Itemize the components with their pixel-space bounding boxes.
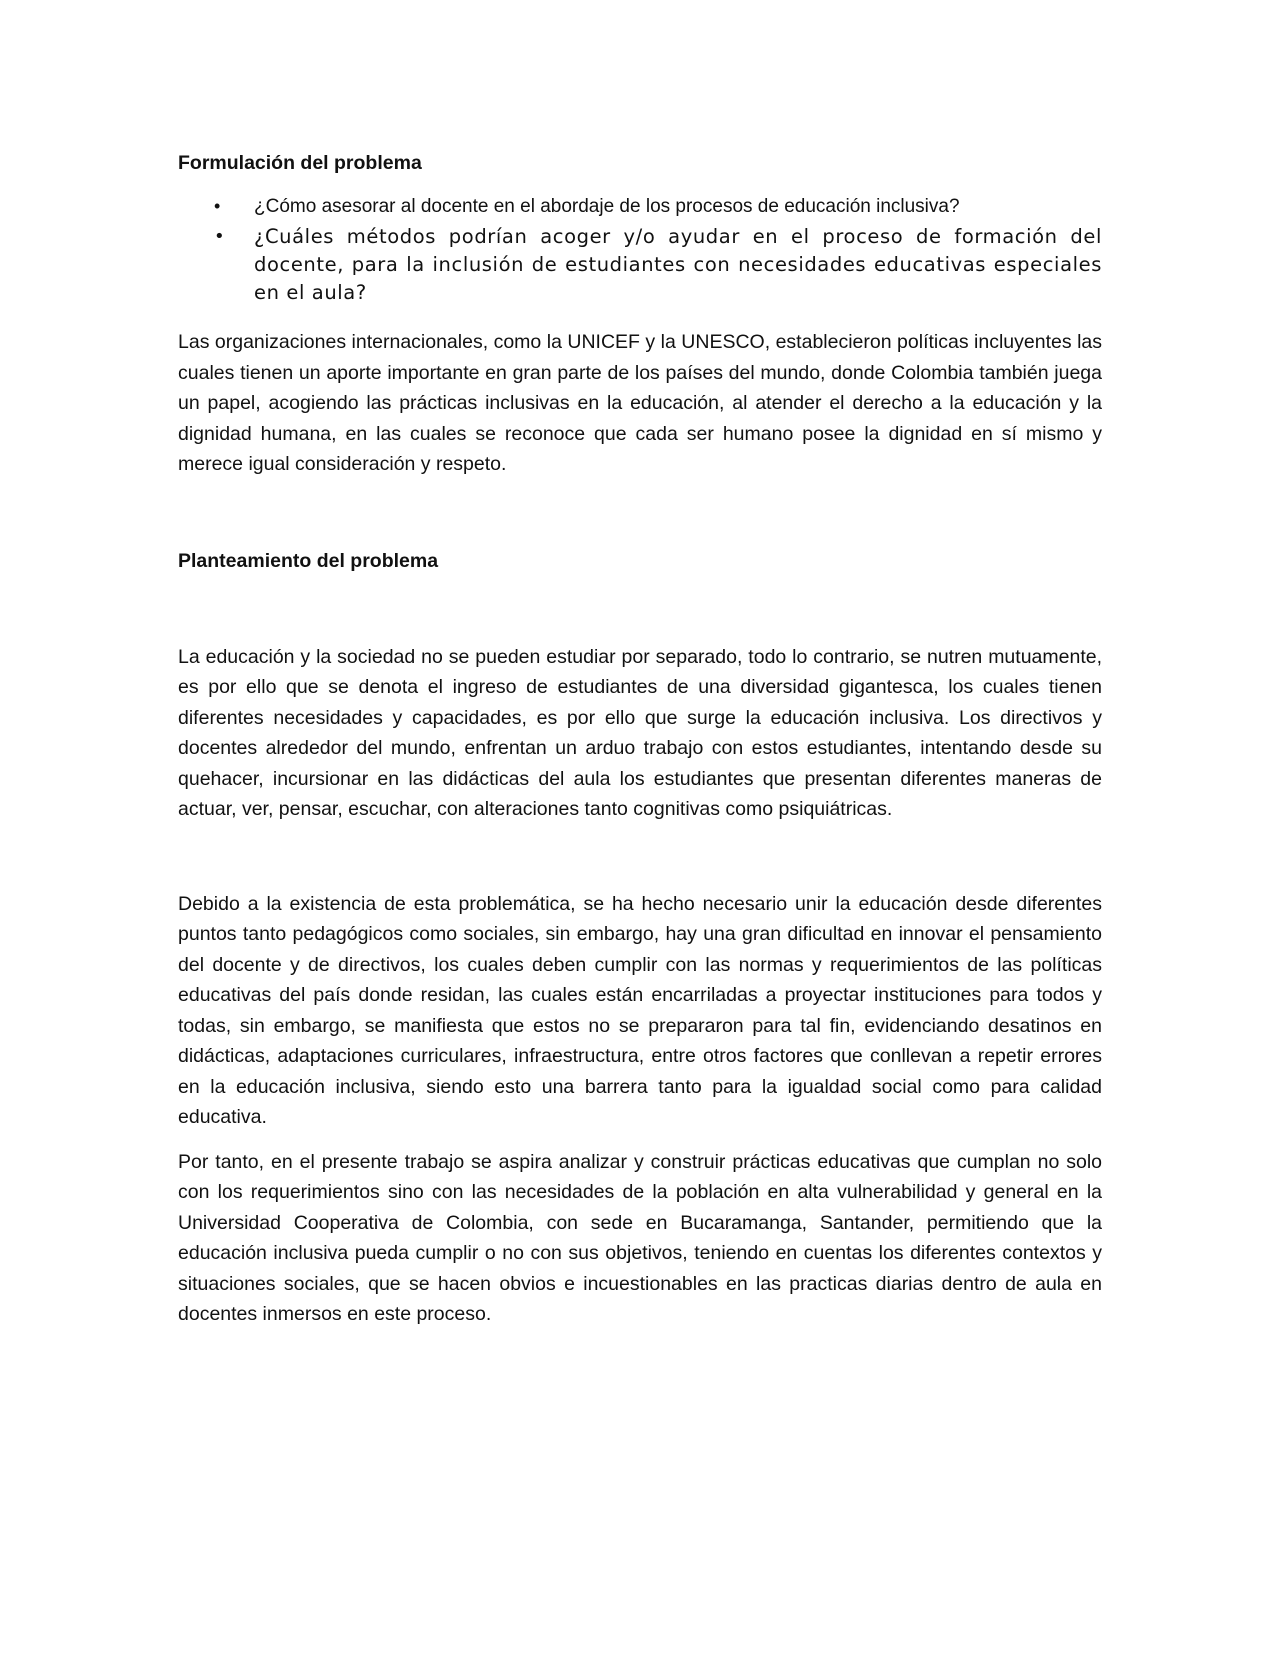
paragraph-por-tanto: Por tanto, en el presente trabajo se aspira analizar y construir prácticas educativas que cumplan no solo con los requerimientos sino con las necesidades de la población en alta vulnerabilidad y general en la Universidad Cooperativa de Colombia, con sede en Bucaramanga, Santander, permitiendo que la educación inclusiva pueda cumplir o no con sus objetivos, teniendo en cuentas los diferentes contextos y situaciones sociales, que se hacen obvios e incuestionables en las practicas diarias dentro de aula en docentes inmersos en este proceso. [178,1150,1102,1325]
paragraph-organizaciones: Las organizaciones internacionales, como la UNICEF y la UNESCO, establecieron políticas incluyentes las cuales tienen un aporte importante en gran parte de los países del mundo, donde Colombia también juega un papel, acogiendo las prácticas inclusivas en la educación, al atender el derecho a la educación y la dignidad humana, en las cuales se reconoce que cada ser humano posee la dignidad en sí mismo y merece igual consideración y respeto. [178,331,1102,475]
paragraph-educacion-sociedad: La educación y la sociedad no se pueden estudiar por separado, todo lo contrario, se nutren mutuamente, es por ello que se denota el ingreso de estudiantes de una diversidad gigantesca, los cuales tienen diferentes necesidades y capacidades, es por ello que surge la educación inclusiva. Los directivos y docentes alrededor del mundo, enfrentan un arduo trabajo con estos estudiantes, intentando desde su quehacer, incursionar en las didácticas del aula los estudiantes que presentan diferentes maneras de actuar, ver, pensar, escuchar, con alteraciones tanto cognitivas como psiquiátricas. [178,645,1102,820]
paragraph-problematica: Debido a la existencia de esta problemática, se ha hecho necesario unir la educación desde diferentes puntos tanto pedagógicos como sociales, sin embargo, hay una gran dificultad en innovar el pensamiento del docente y de directivos, los cuales deben cumplir con las normas y requerimientos de las políticas educativas del país donde residan, las cuales están encarriladas a proyectar instituciones para todos y todas, sin embargo, se manifiesta que estos no se prepararon para tal fin, evidenciando desatinos en didácticas, adaptaciones curriculares, infraestructura, entre otros factores que conllevan a repetir errores en la educación inclusiva, siendo esto una barrera tanto para la igualdad social como para calidad educativa. [178,892,1102,1128]
question-list [178,192,1102,307]
heading-planteamiento: Planteamiento del problema [178,549,439,572]
document-body [178,140,1102,1330]
list-item [178,223,1102,307]
list-item [178,192,1102,221]
bullet-icon: • [214,196,221,216]
question-text: ¿Cómo asesorar al docente en el abordaje de los procesos de educación inclusiva? [254,196,960,217]
bullet-icon: • [214,226,226,247]
question-text: ¿Cuáles métodos podrían acoger y/o ayudar en el proceso de formación del docente, para la inclusión de estudiantes con necesidades educativas especiales en el aula? [254,225,1102,304]
heading-formulacion: Formulación del problema [178,152,422,174]
